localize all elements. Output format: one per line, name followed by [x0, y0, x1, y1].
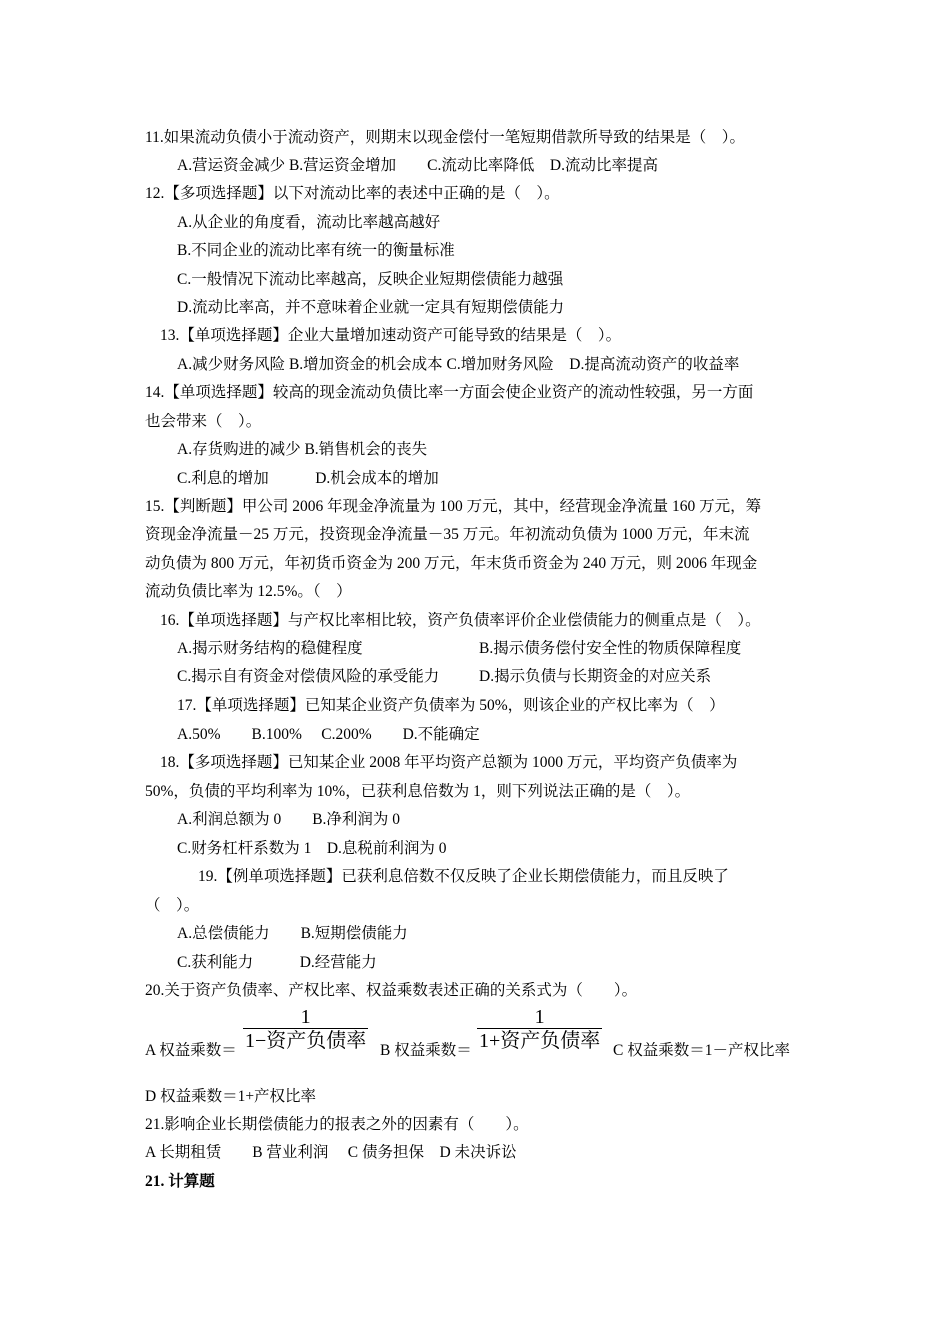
q19-stem: 19.【例单项选择题】已获利息倍数不仅反映了企业长期偿债能力，而且反映了 [198, 868, 729, 885]
q16-option-c: C.揭示自有资金对偿债风险的承受能力 [177, 668, 440, 685]
q16-option-a: A.揭示财务结构的稳健程度 [177, 640, 363, 657]
q11-stem: 11.如果流动负债小于流动资产，则期末以现金偿付一笔短期借款所导致的结果是（ ）。 [145, 129, 746, 146]
q15-stem-cont-3: 流动负债比率为 12.5%。（ ） [145, 583, 352, 600]
q20-option-a-label: A 权益乘数＝ [145, 1042, 237, 1059]
q18-stem-cont: 50%，负债的平均利率为 10%，已获利息倍数为 1，则下列说法正确的是（ ）。 [145, 783, 691, 800]
q18-stem: 18.【多项选择题】已知某企业 2008 年平均资产总额为 1000 万元，平均资产负债率为 [160, 754, 738, 771]
q20-option-b-denominator: 1+资产负债率 [479, 1030, 601, 1052]
q17-stem: 17.【单项选择题】已知某企业资产负债率为 50%，则该企业的产权比率为（ ） [177, 697, 725, 714]
q15-stem-cont-1: 资现金净流量－25 万元，投资现金净流量－35 万元。年初流动负债为 1000 万元，年末流 [145, 526, 750, 543]
q12-option-c: C.一般情况下流动比率越高，反映企业短期偿债能力越强 [177, 271, 564, 288]
q20-option-d: D 权益乘数＝1+产权比率 [145, 1088, 317, 1105]
q20-stem: 20.关于资产负债率、产权比率、权益乘数表述正确的关系式为（ ）。 [145, 982, 638, 999]
q15-stem-cont-2: 动负债为 800 万元，年初货币资金为 200 万元，年末货币资金为 240 万元，则 2006 年现金 [145, 555, 758, 572]
q15-stem: 15.【判断题】甲公司 2006 年现金净流量为 100 万元，其中，经营现金净流量 160 万元，筹 [145, 498, 762, 515]
q19-stem-cont: （ ）。 [145, 897, 200, 914]
q20-option-b-numerator: 1 [534, 1006, 545, 1028]
q18-options-ab: A.利润总额为 0 B.净利润为 0 [177, 811, 401, 828]
q20-option-c: C 权益乘数＝1－产权比率 [613, 1042, 790, 1059]
q20-option-a-fraction [243, 1006, 368, 1053]
q21-stem: 21.影响企业长期偿债能力的报表之外的因素有（ ）。 [145, 1116, 529, 1133]
q21-options: A 长期租赁 B 营业利润 C 债务担保 D 未决诉讼 [145, 1144, 517, 1161]
q13-stem: 13.【单项选择题】企业大量增加速动资产可能导致的结果是（ ）。 [160, 327, 622, 344]
section-heading-calculation: 21. 计算题 [145, 1173, 215, 1190]
q20-option-b-label: B 权益乘数＝ [380, 1042, 472, 1059]
q19-options-ab: A.总偿债能力 B.短期偿债能力 [177, 925, 408, 942]
q12-option-b: B.不同企业的流动比率有统一的衡量标准 [177, 242, 455, 259]
q16-stem: 16.【单项选择题】与产权比率相比较，资产负债率评价企业偿债能力的侧重点是（ ）。 [160, 612, 761, 629]
q20-option-a-denominator: 1−资产负债率 [245, 1030, 367, 1052]
q16-option-b: B.揭示债务偿付安全性的物质保障程度 [479, 640, 742, 657]
q14-stem-cont: 也会带来（ ）。 [145, 413, 262, 430]
q11-options: A.营运资金减少 B.营运资金增加 C.流动比率降低 D.流动比率提高 [177, 157, 658, 174]
q18-options-cd: C.财务杠杆系数为 1 D.息税前利润为 0 [177, 840, 447, 857]
q20-option-a-numerator: 1 [300, 1006, 311, 1028]
q17-options: A.50% B.100% C.200% D.不能确定 [177, 726, 480, 743]
q16-option-d: D.揭示负债与长期资金的对应关系 [479, 668, 712, 685]
q14-options-ab: A.存货购进的减少 B.销售机会的丧失 [177, 441, 428, 458]
q12-option-a: A.从企业的角度看，流动比率越高越好 [177, 214, 441, 231]
q19-options-cd: C.获利能力 D.经营能力 [177, 954, 377, 971]
q20-option-b-fraction [477, 1006, 602, 1053]
q12-option-d: D.流动比率高，并不意味着企业就一定具有短期偿债能力 [177, 299, 565, 316]
q14-stem: 14.【单项选择题】较高的现金流动负债比率一方面会使企业资产的流动性较强，另一方面 [145, 384, 754, 401]
q13-options: A.减少财务风险 B.增加资金的机会成本 C.增加财务风险 D.提高流动资产的收益率 [177, 356, 740, 373]
q14-options-cd: C.利息的增加 D.机会成本的增加 [177, 470, 439, 487]
q12-stem: 12.【多项选择题】以下对流动比率的表述中正确的是（ ）。 [145, 185, 560, 202]
